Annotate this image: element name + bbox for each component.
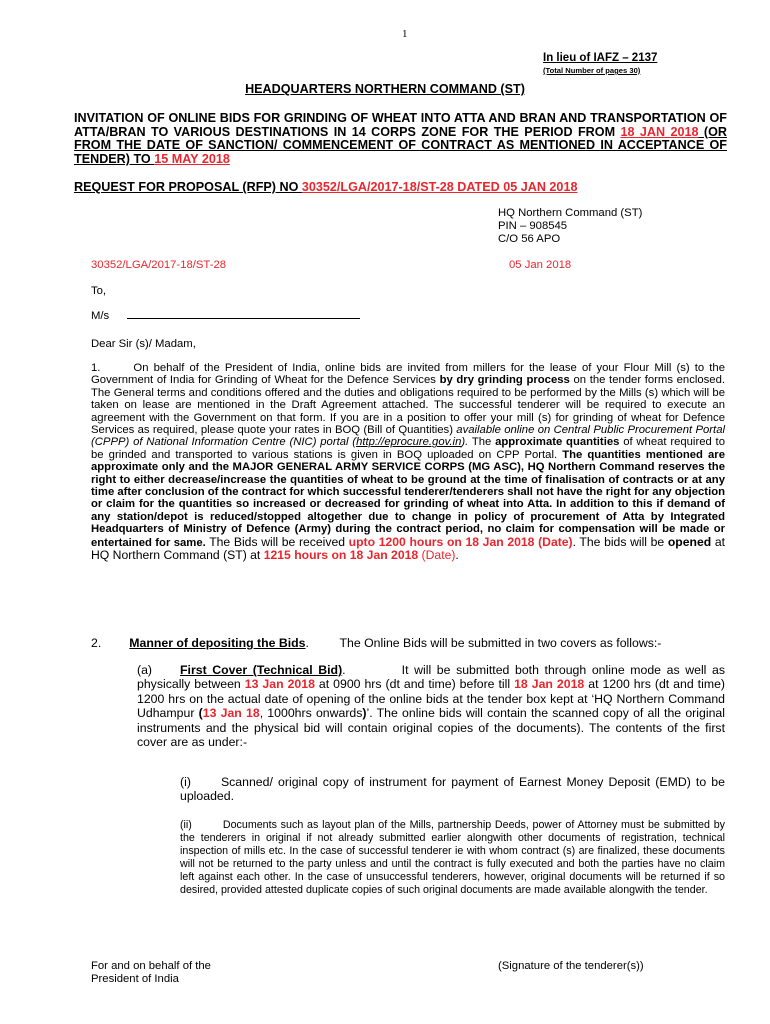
- hq-title: HEADQUARTERS NORTHERN COMMAND (ST): [245, 82, 525, 96]
- invitation-date-from: 18 JAN 2018: [620, 124, 699, 139]
- reference-number: 30352/LGA/2017-18/ST-28: [91, 259, 227, 271]
- item-ii-label: (ii): [180, 819, 192, 831]
- para-1-number: 1.: [91, 362, 101, 374]
- footer-left-line-2: President of India: [91, 973, 179, 986]
- ms-label: M/s: [91, 310, 110, 322]
- paragraph-2a: (a) First Cover (Technical Bid). It will be submitted both through online mode as well as physically between 13 Jan 2018 at 0900 hrs (dt and time) before till 18 Jan 2018 at 1200 hrs (dt and time) 1200 hrs on the actual date of opening of the online bids at the tender box kept at ‘HQ Northern Command Udhampur (13 Jan 18, 1000hrs onwards)’. The online bids will contain the scanned copy of all the original instruments and the physical bid will contain original copies of the documents). The contents of the first cover are as under:-: [137, 663, 729, 750]
- invitation-date-to: 15 MAY 2018: [154, 151, 230, 166]
- rfp-line: [74, 181, 577, 195]
- para-2-title: Manner of depositing the Bids: [129, 636, 306, 650]
- address-block: [498, 207, 642, 247]
- item-i-label: (i): [180, 775, 191, 789]
- paragraph-2: 2. Manner of depositing the Bids. The Online Bids will be submitted in two covers as follows:-: [91, 636, 662, 650]
- page-number: 1: [402, 28, 408, 40]
- total-pages-note: [543, 66, 640, 75]
- para-2a-title: First Cover (Technical Bid): [180, 663, 343, 677]
- ms-line: [91, 308, 360, 323]
- address-line-3: C/O 56 APO: [498, 233, 561, 246]
- in-lieu-reference: [543, 52, 657, 64]
- reference-date: 05 Jan 2018: [509, 259, 572, 271]
- address-line-2: PIN – 908545: [498, 220, 568, 233]
- rfp-number: 30352/LGA/2017-18/ST-28 DATED 05 JAN 2018: [301, 180, 578, 194]
- footer-authority: [91, 960, 211, 987]
- footer-left-line-1: For and on behalf of the: [91, 960, 211, 972]
- in-lieu-text: In lieu of IAFZ – 2137: [543, 52, 658, 64]
- rfp-label: REQUEST FOR PROPOSAL (RFP) NO: [74, 180, 302, 194]
- invitation-heading: INVITATION OF ONLINE BIDS FOR GRINDING OF WHEAT INTO ATTA AND BRAN AND TRANSPORTATION OF ATTA/BRAN TO VARIOUS DESTINATIONS IN 14 CORPS ZONE FOR THE PERIOD FROM 18 JAN 2018 (OR FROM THE DATE OF SANCTION/ COMMENCEMENT OF CONTRACT AS MENTIONED IN ACCEPTANCE OF TENDER) TO 15 MAY 2018: [74, 111, 727, 166]
- paragraph-1: 1. On behalf of the President of India, online bids are invited from millers for the lease of your Flour Mill (s) to the Government of India for Grinding of Wheat for the Defence Services by dry grinding process on the tender forms enclosed. The General terms and conditions offered and the duties and obligations required to be performed by the Mills (s) which will be taken on lease are mentioned in the Draft Agreement attached. The successful tenderer will be required to execute an agreement with the Government on that form. If you are in a position to offer your mill (s) for grinding of wheat for Defence Services as required, please quote your rates in BOQ (Bill of Quantities) available online on Central Public Procurement Portal (CPPP) of National Information Centre (NIC) portal (http://eprocure.gov.in). The approximate quantities of wheat required to be grinded and transported to various stations is given in BOQ uploaded on CPP Portal. The quantities mentioned are approximate only and the MAJOR GENERAL ARMY SERVICE CORPS (MG ASC), HQ Northern Command reserves the right to either decrease/increase the quantities of wheat to be ground at the time of finalisation of contracts or at any time after conclusion of the contract for which successful tenderer/tenderers shall not have the right for any objection or claim for the quantities so increased or decreased for grinding of wheat into Atta. In addition to this if demand of any station/depot is reduced/stopped altogether due to change in policy of procurement of Atta by Integrated Headquarters of Ministry of Defence (Army) during the contract period, no claim for compensation will be made or entertained for same. The Bids will be received upto 1200 hours on 18 Jan 2018 (Date). The bids will be opened at HQ Northern Command (ST) at 1215 hours on 18 Jan 2018 (Date).: [91, 362, 726, 563]
- salutation: Dear Sir (s)/ Madam,: [91, 338, 196, 350]
- item-i: (i) Scanned/ original copy of instrument for payment of Earnest Money Deposit (EMD) to be uploaded.: [180, 775, 725, 804]
- para-2a-label: (a): [137, 663, 153, 677]
- para-2-number: 2.: [91, 636, 102, 650]
- to-label: To,: [91, 285, 107, 297]
- item-ii: (ii) Documents such as layout plan of the Mills, partnership Deeds, power of Attorney must be submitted by the tenderers in original if not already submitted earlier alongwith other documents of registration, technical inspection of mills etc. In the case of successful tenderer ie with whom contract (s) are finalized, these documents will not be returned to the party unless and until the contract is fully executed and both the parties have no claim left against each other. In the case of unsuccessful tenderers, however, original documents will be returned if so desired, provided attested duplicate copies of such original documents are made available alongwith the tender.: [180, 819, 725, 896]
- addressee-blank-line: [127, 308, 360, 319]
- total-pages-text: (Total Number of pages 30): [543, 66, 641, 75]
- address-line-1: HQ Northern Command (ST): [498, 207, 643, 219]
- tenderer-signature-label: (Signature of the tenderer(s)): [498, 960, 644, 972]
- eprocure-link[interactable]: http://eprocure.gov.in: [356, 436, 462, 449]
